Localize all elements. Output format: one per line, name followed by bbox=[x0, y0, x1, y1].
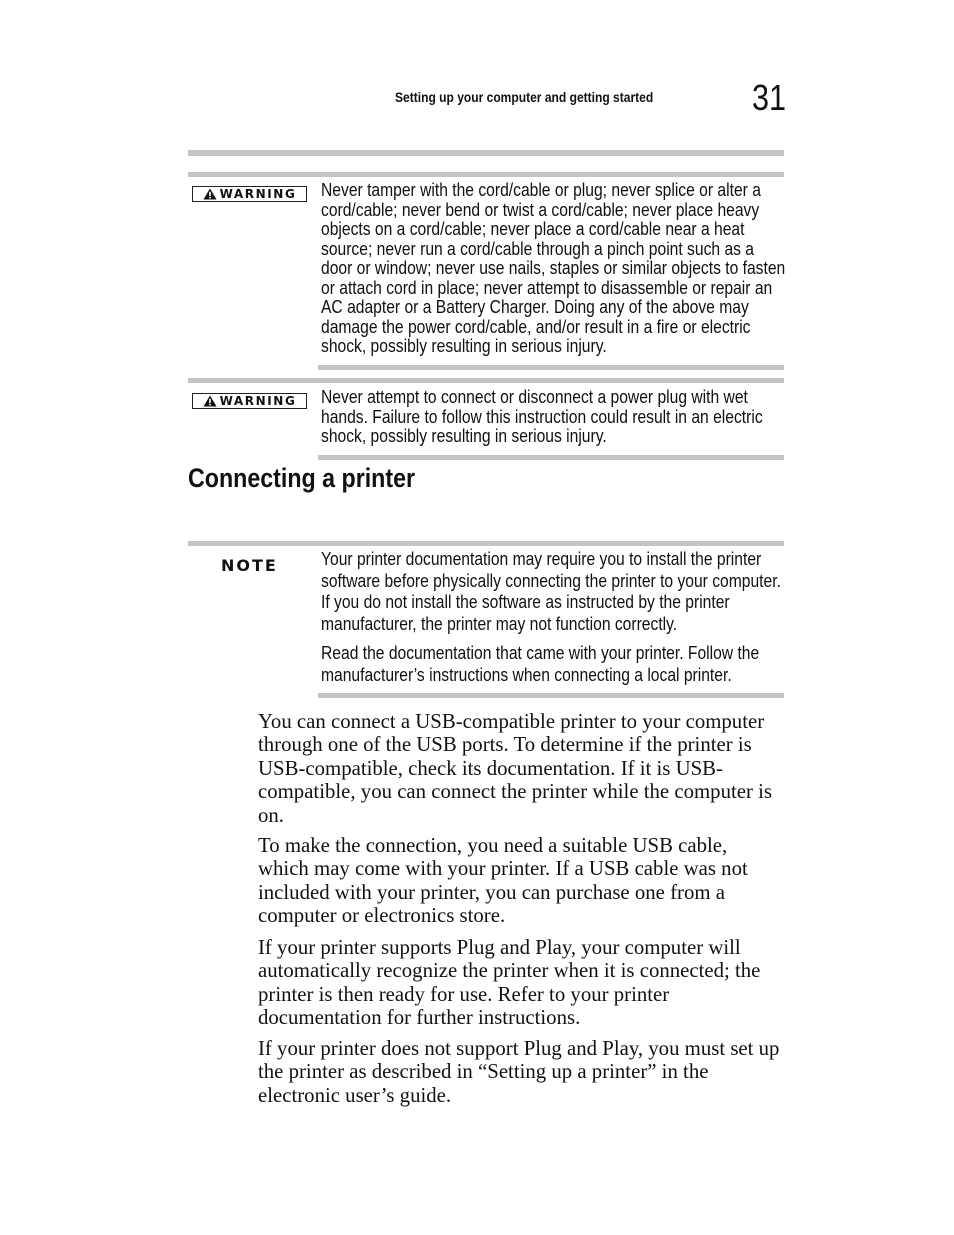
body-paragraph-3: If your printer supports Plug and Play, your computer will automatically recognize the printer when it is connected; the printer is then ready for use. Refer to your printer documentation for further instructions. bbox=[258, 936, 761, 1030]
warning-triangle-icon bbox=[203, 395, 217, 407]
note-paragraph-2: Read the documentation that came with your printer. Follow the manufacturer’s instructions when connecting a local printer. bbox=[321, 643, 760, 685]
body-paragraph-4: If your printer does not support Plug and Play, you must set up the printer as described in “Setting up a printer” in the electronic user’s guide. bbox=[258, 1037, 780, 1107]
warning-1-text: Never tamper with the cord/cable or plug; never splice or alter a cord/cable; never bend or twist a cord/cable; never place heavy objects on a cord/cable; never place a cord/cable near a heat source; never run a cord/cable through a pinch point such as a door or window; never use nails, staples or similar objects to fasten or attach cord in place; never attempt to disassemble or repair an AC adapter or a Battery Charger. Doing any of the above may damage the power cord/cable, and/or result in a fire or electric shock, possibly resulting in serious injury. bbox=[321, 180, 786, 356]
warning-triangle-icon bbox=[203, 188, 217, 200]
warning-1-badge-label: WARNING bbox=[219, 187, 297, 201]
body-paragraph-1: You can connect a USB-compatible printer to your computer through one of the USB ports. To determine if the printer is USB-compatible, check its documentation. If it is USB-compatible, you can connect the printer while the computer is on. bbox=[258, 710, 772, 827]
warning-2-top-rule bbox=[188, 378, 784, 383]
warning-1-bottom-rule bbox=[318, 365, 784, 370]
note-bottom-rule bbox=[318, 693, 784, 698]
running-header-title: Setting up your computer and getting started bbox=[395, 89, 654, 105]
warning-2-text: Never attempt to connect or disconnect a power plug with wet hands. Failure to follow this instruction could result in an electric shock, possibly resulting in serious injury. bbox=[321, 387, 763, 446]
page-number: 31 bbox=[752, 77, 787, 118]
warning-2-badge-label: WARNING bbox=[219, 394, 297, 408]
warning-2-bottom-rule bbox=[318, 455, 784, 460]
warning-1-badge bbox=[192, 186, 307, 202]
note-badge: NOTE bbox=[221, 556, 278, 575]
warning-2-badge bbox=[192, 393, 307, 409]
warning-1-top-rule bbox=[188, 172, 784, 177]
note-top-rule bbox=[188, 541, 784, 546]
body-paragraph-2: To make the connection, you need a suitable USB cable, which may come with your printer. If a USB cable was not included with your printer, you can purchase one from a computer or electronics store. bbox=[258, 834, 748, 928]
note-paragraph-1: Your printer documentation may require you to install the printer software before physically connecting the printer to your computer. If you do not install the software as instructed by the printer manufacturer, the printer may not function correctly. bbox=[321, 549, 781, 634]
top-rule bbox=[188, 150, 784, 156]
section-heading: Connecting a printer bbox=[188, 463, 416, 493]
